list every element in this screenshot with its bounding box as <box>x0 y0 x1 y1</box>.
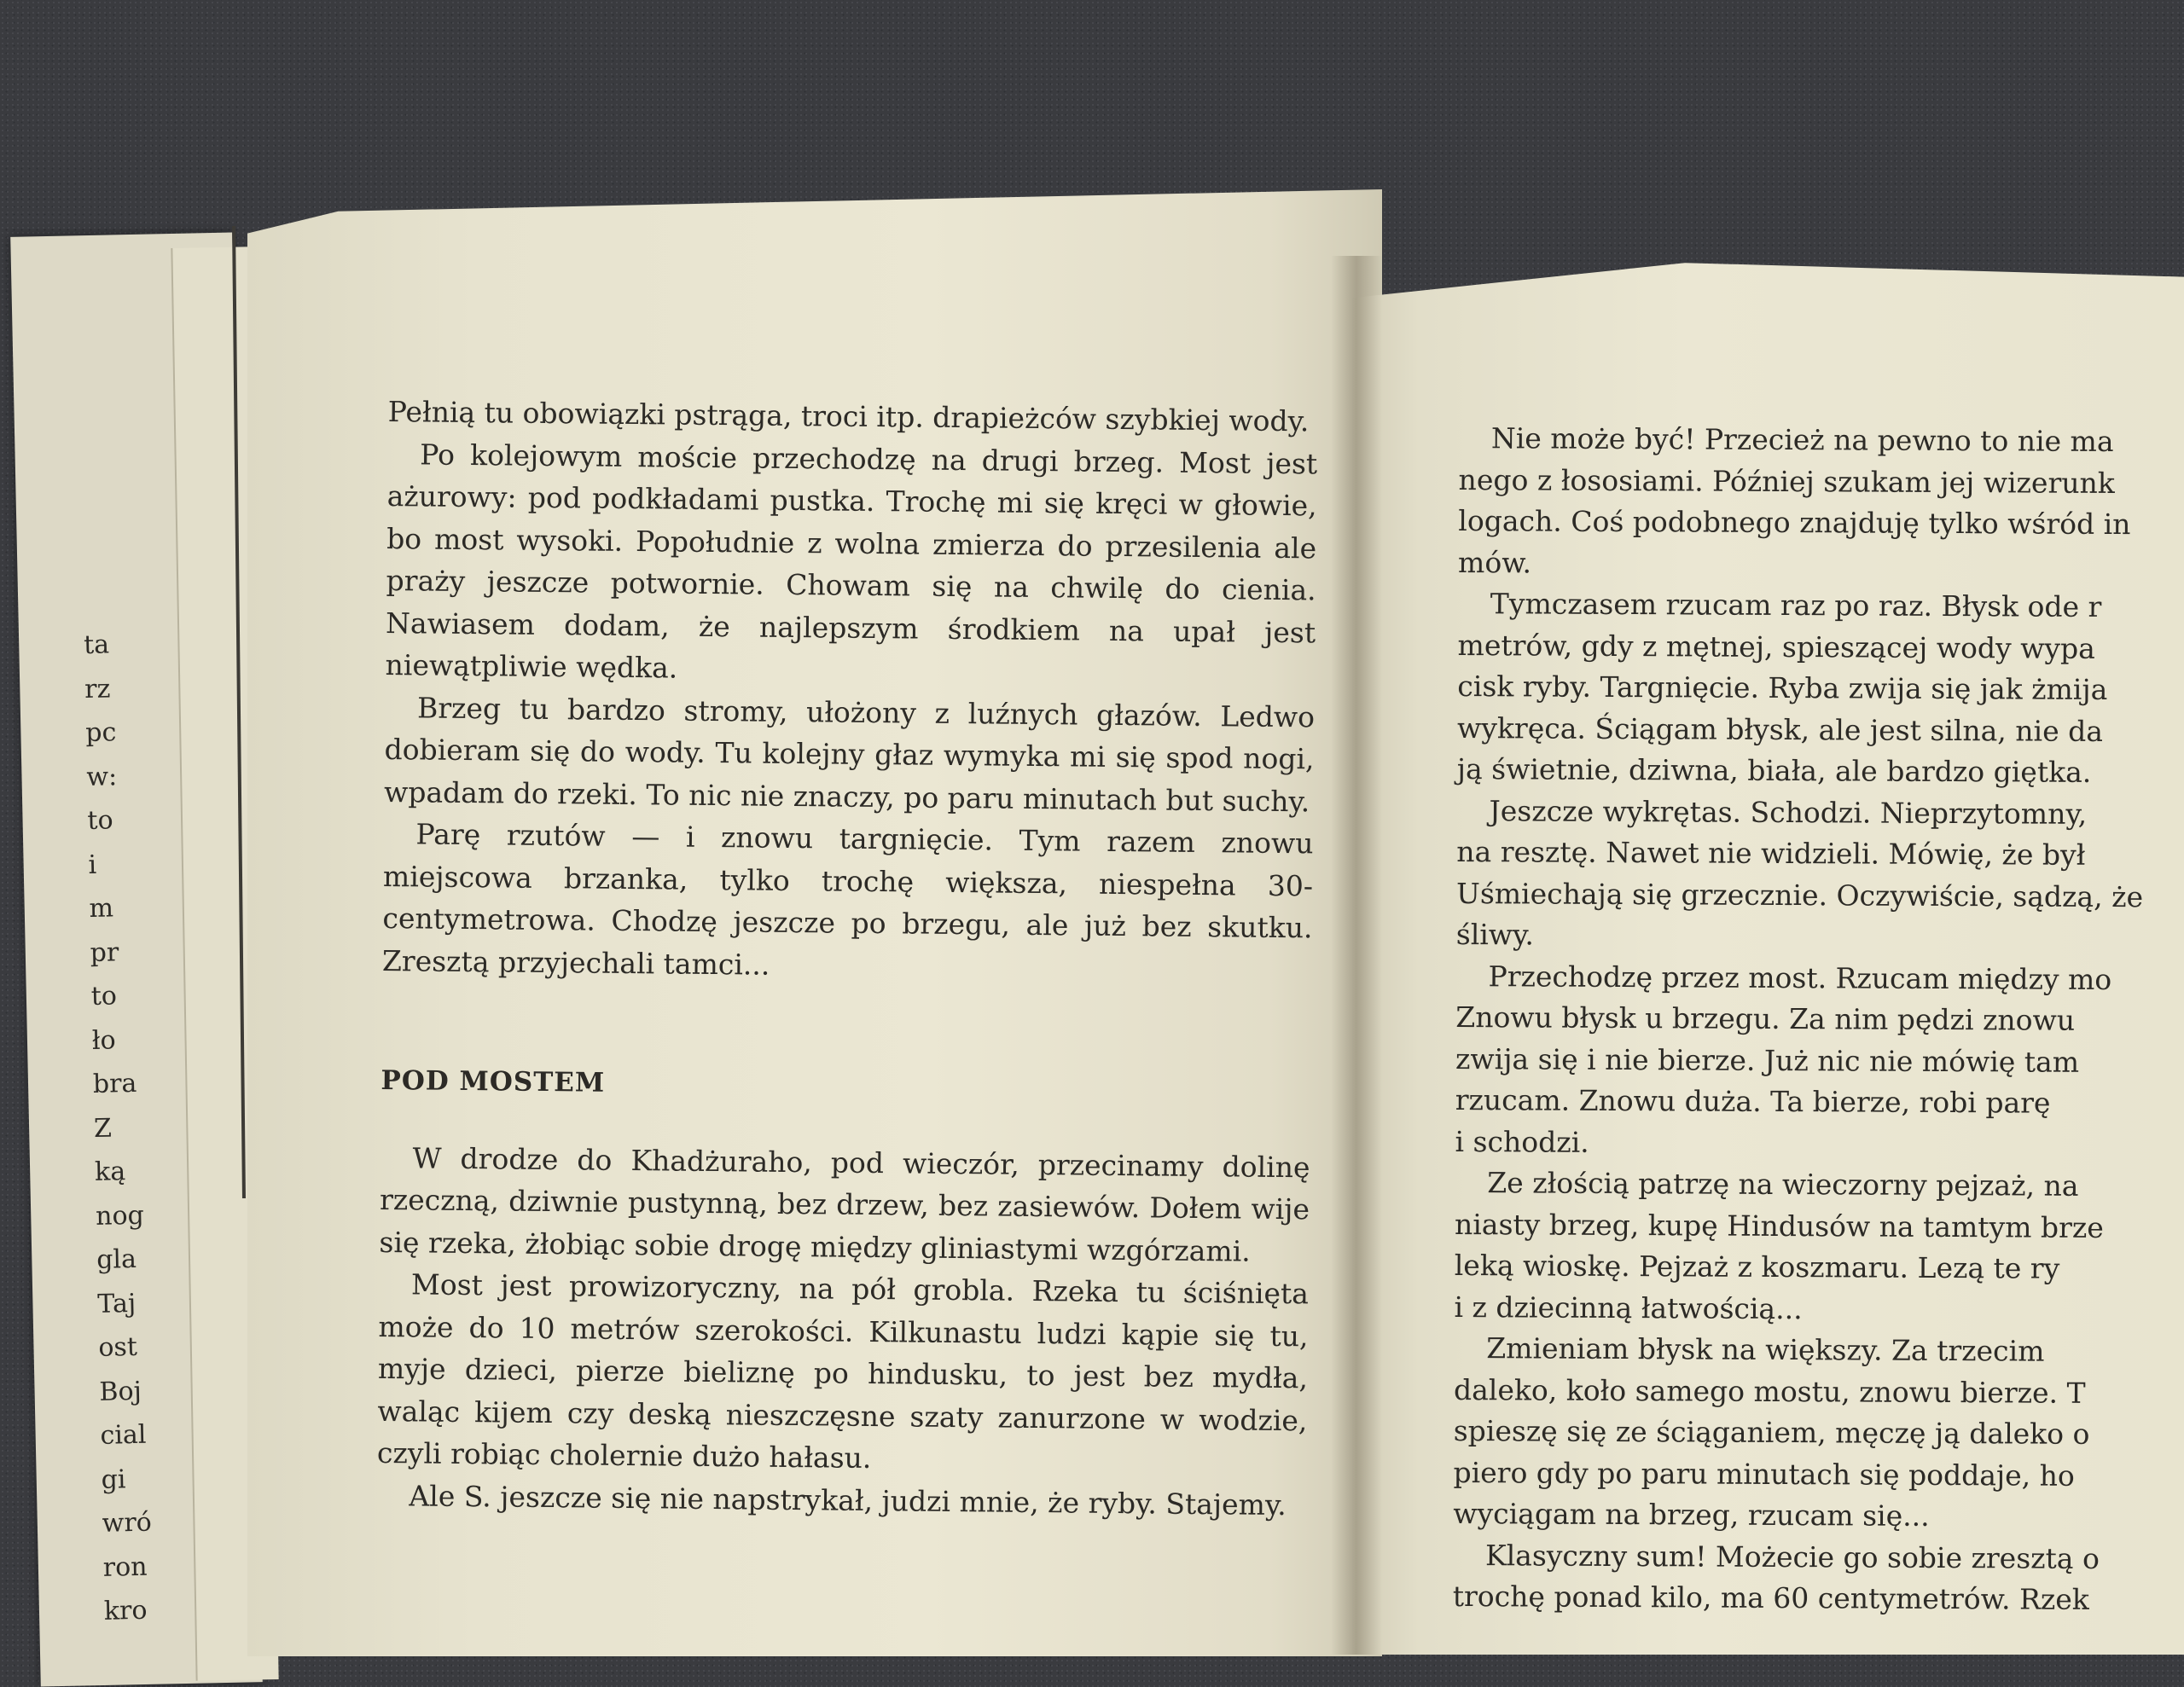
fragment: ką <box>94 1157 126 1187</box>
text-line: śliwy. <box>1455 917 1534 952</box>
text-line: zwija się i nie bierze. Już nic nie mówię tam <box>1455 1041 2080 1079</box>
text-line: nego z łososiami. Później szukam jej wizerunk <box>1458 462 2115 500</box>
text-line: logach. Coś podobnego znajduję tylko wśród in <box>1458 503 2131 542</box>
book-gutter <box>1331 256 1382 1655</box>
fragment: ta <box>83 629 110 661</box>
left-paragraphs-before <box>382 391 1318 991</box>
text-line: wyciągam na brzeg, rzucam się... <box>1453 1496 1930 1533</box>
text-line: metrów, gdy z mętnej, spieszącej wody wypa <box>1457 628 2096 665</box>
fragment: to <box>87 805 113 837</box>
text-line: ją świetnie, dziwna, biała, ale bardzo giętka. <box>1456 751 2092 789</box>
paragraph: Ale S. jeszcze się nie napstrykał, judzi mnie, że ryby. Stajemy. <box>409 1478 1287 1522</box>
text-line: Klasyczny sum! Możecie go sobie zresztą o <box>1484 1538 2100 1575</box>
text-line: i z dziecinną łatwością... <box>1454 1290 1803 1325</box>
text-line: cisk ryby. Targnięcie. Ryba zwija się jak żmija <box>1457 669 2108 706</box>
text-line: Znowu błysk u brzegu. Za nim pędzi znowu <box>1455 1000 2076 1037</box>
fragment: ost <box>98 1331 138 1363</box>
text-line: leką wioskę. Pejzaż z koszmaru. Lezą te ry <box>1454 1248 2060 1285</box>
paragraph: Brzeg tu bardzo stromy, ułożony z luźnych głazów. Ledwo dobieram się do wody. Tu kolejny głaz wymyka mi się spod nogi, wpadam do rzeki. To nic nie znaczy, po paru minutach but suchy. <box>383 690 1316 818</box>
left-paragraphs-after <box>376 1136 1310 1526</box>
fragment: to <box>90 981 118 1012</box>
fragment: kro <box>103 1595 148 1626</box>
fragment: m <box>89 893 114 924</box>
fragment: ron <box>102 1551 148 1583</box>
fragment: w: <box>86 761 118 792</box>
text-line: daleko, koło samego mostu, znowu bierze. T <box>1453 1372 2086 1410</box>
fragment: cial <box>100 1419 147 1451</box>
text-line: niasty brzeg, kupę Hindusów na tamtym brze <box>1454 1207 2104 1244</box>
fragment: nog <box>95 1200 145 1232</box>
left-page-text <box>376 391 1318 1526</box>
paragraph: W drodze do Khadżuraho, pod wieczór, przecinamy dolinę rzeczną, dziwnie pustynną, bez drzew, bez zasiewów. Dołem wije się rzeka, żłobiąc sobie drogę między gliniastymi wzgórzami. <box>379 1140 1310 1268</box>
text-line: piero gdy po paru minutach się poddaje, ho <box>1453 1455 2075 1493</box>
paragraph: Parę rzutów — i znowu targnięcie. Tym razem znowu miejscowa brzanka, tylko trochę większa, niespełna 30-centymetrowa. Chodzę jeszcze po brzegu, ale już bez skutku. Zresztą przyjechali tamci... <box>381 817 1314 982</box>
fragment: Z <box>93 1113 113 1144</box>
text-line: Przechodzę przez most. Rzucam między mo <box>1488 959 2112 996</box>
paragraph: Pełnią tu obowiązki pstrąga, troci itp. drapieżców szybkiej wody. <box>387 394 1310 438</box>
fragment: Boj <box>99 1376 142 1407</box>
fragment: wró <box>102 1507 153 1539</box>
fragment: gla <box>96 1244 137 1275</box>
text-line: Tymczasem rzucam raz po raz. Błysk ode r <box>1490 587 2102 623</box>
fragment: pr <box>90 936 119 968</box>
paragraph: Po kolejowym moście przechodzę na drugi brzeg. Most jest ażurowy: pod podkładami pustka. Trochę mi się kręci w głowie, bo most wysoki. Popołudnie z wolna zmierza do przesilenia ale praży jeszcze potwornie. Chowam się na chwilę do cienia. Nawiasem dodam, że najlepszym środkiem na upał jest niewątpliwie wędka. <box>385 437 1318 685</box>
text-line: trochę ponad kilo, ma 60 centymetrów. Rzek <box>1452 1579 2089 1616</box>
text-line: Uśmiechają się grzecznie. Oczywiście, sądzą, że <box>1455 876 2144 913</box>
text-line: mów. <box>1458 545 1532 579</box>
fragment: rz <box>84 673 111 704</box>
fragment: Taj <box>96 1288 136 1319</box>
fragment: gi <box>101 1464 126 1495</box>
text-line: spieszę się ze ściąganiem, męczę ją daleko o <box>1453 1413 2090 1451</box>
paragraph: Most jest prowizoryczny, na pół grobla. Rzeka tu ściśnięta może do 10 metrów szerokości. Kilkunastu ludzi kąpie się tu, myje dzieci, pierze bieliznę po hindusku, to jest bez mydła, waląc kijem czy deską nieszczęsne szaty zanurzone w wodzie, czyli robiąc cholernie dużo hałasu. <box>376 1267 1310 1475</box>
text-line: wykręca. Ściągam błysk, ale jest silna, nie da <box>1456 710 2104 748</box>
text-line: Jeszcze wykrętas. Schodzi. Nieprzytomny, <box>1489 793 2088 831</box>
fragment: bra <box>92 1068 137 1099</box>
right-page-text <box>1453 418 2184 1621</box>
fragment: ło <box>91 1024 117 1056</box>
text-line: i schodzi. <box>1455 1124 1589 1159</box>
section-heading: POD MOSTEM <box>380 1064 606 1099</box>
text-line: Zmieniam błysk na większy. Za trzecim <box>1486 1331 2045 1368</box>
text-line: Ze złością patrzę na wieczorny pejzaż, na <box>1487 1166 2079 1203</box>
fragment: i <box>88 849 97 880</box>
text-line: Nie może być! Przecież na pewno to nie ma <box>1490 421 2114 459</box>
text-line: rzucam. Znowu duża. Ta bierze, robi parę <box>1455 1082 2051 1120</box>
text-line: na resztę. Nawet nie widzieli. Mówię, że był <box>1456 834 2086 872</box>
fragment: pc <box>84 717 117 749</box>
